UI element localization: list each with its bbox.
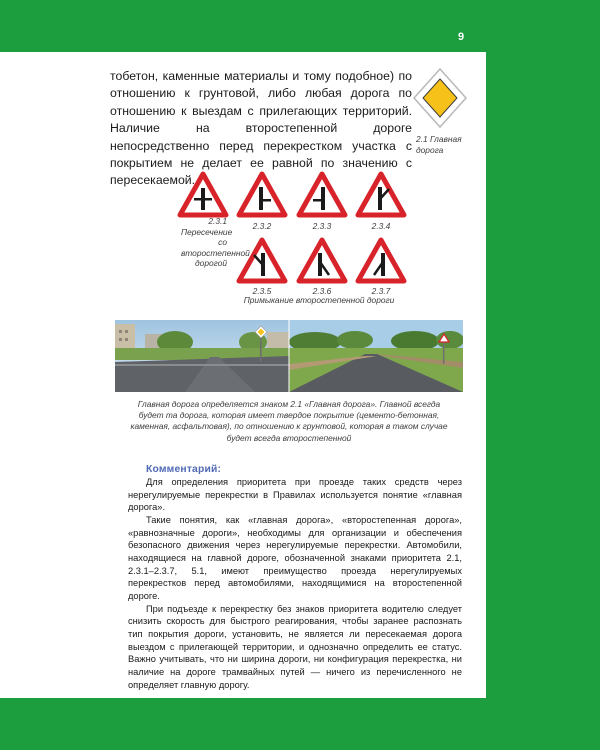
intro-text: тобетон, каменные материалы и тому подобное) по отношению к грунтовой, либо любая дорога по отношению к выездам с прилегающих территорий. Наличие на второстепенной дороге непосредственно перед перекрестком участка с покрытием не делает ее равной по значению с пересекаемой. [110, 69, 412, 188]
sign-2-3-5-label: 2.3.5 [252, 286, 272, 296]
crossroads-secondary-icon [177, 171, 229, 219]
comment-paragraph: При подъезде к перекрестку без знаков приоритета водителю следует снизить скорость для быстрого реагирования, чтобы заранее распознать тип покрытия дороги, установить, не является ли пересекаемая дорога выездом с прилегающей территории, и однозначно определить ее статус. Важно учитывать, что ни ширина дороги, ни конфигурация перекрестка, ни наличие на дороге трамвайных путей — ничего из перечисленного не определяет главную дорогу. [128, 603, 462, 690]
page-content [0, 52, 486, 698]
sign-2-3-6-label: 2.3.6 [312, 286, 332, 296]
sign-2-3-4-label: 2.3.4 [371, 221, 391, 231]
right-green-margin [486, 0, 600, 750]
sign-2-3-1-caption: 2.3.1 Пересечение со второстепенной дорогой [181, 216, 250, 268]
bottom-green-band [0, 698, 600, 750]
comment-body [128, 476, 462, 691]
sign-2-3-3-label: 2.3.3 [312, 221, 332, 231]
main-road-sign-icon [411, 67, 469, 129]
junction-right-oblique-icon [296, 237, 348, 285]
photo-caption: Главная дорога определяется знаком 2.1 «Главная дорога». Главной всегда будет та дорога, которая имеет твердое покрытие (цементо-бетонная, каменная, асфальтовая), по отношению к грунтовой, которая в таком случае будет всегда второстепенной [130, 399, 448, 443]
main-sign-caption: 2.1 Главная дорога [416, 134, 462, 155]
junction-right-near-icon [236, 171, 288, 219]
junction-left-oblique-icon [355, 237, 407, 285]
junction-left-far-icon [236, 237, 288, 285]
comment-paragraph: Для определения приоритета при проезде таких средств через нерегулируемые перекрестки в Правилах используется понятие «главная дорога». [128, 477, 462, 513]
signs-group-caption: Примыкание второстепенной дороги [243, 295, 395, 305]
junction-left-near-icon [296, 171, 348, 219]
sign-2-3-7-label: 2.3.7 [371, 286, 391, 296]
comment-title: Комментарий: [146, 464, 222, 475]
sign-2-3-2-label: 2.3.2 [252, 221, 272, 231]
junction-right-far-icon [355, 171, 407, 219]
comment-paragraph: Такие понятия, как «главная дорога», «второстепенная дорога», «равнозначные дороги», необходимы для организации и обеспечения безопасного движения через нерегулируемые перекрестки. Автомобили, находящиеся на главной дороге, обозначенной знаками приоритета 2.1, 2.3.1–2.3.7, 5.1, имеют преимущество проезда нерегулируемых перекрестков перед автомобилями, находящимися на второстепенной дороге. [128, 514, 462, 601]
page-number: 9 [458, 31, 465, 43]
road-intersection-photo [115, 320, 463, 392]
